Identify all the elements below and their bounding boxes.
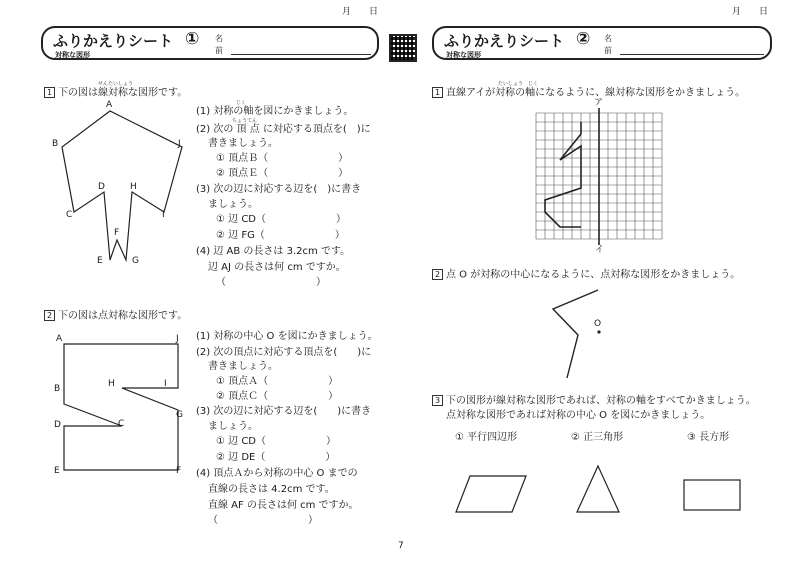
day-label: 日: [369, 7, 379, 17]
r-q3-heading: [432, 395, 756, 408]
q2-item-4: ① 頂点Ａ（ ）: [216, 376, 339, 387]
sheet-subtitle: 対称な図形: [55, 51, 90, 59]
sheet-number: ①: [185, 29, 200, 49]
sheet-number-r: ②: [576, 29, 591, 49]
q1-item-11: 辺 AJ の長さは何 cm ですか。: [208, 262, 346, 273]
q2-item-3: 書きましょう。: [208, 361, 278, 372]
vertex-g2: G: [176, 410, 183, 420]
q1-item-9: ② 辺 FG（ ）: [216, 230, 345, 241]
q2-item-12: 直線 AF の長さは何 cm ですか。: [208, 500, 359, 511]
vertex-i: I: [162, 210, 165, 220]
vertex-h: H: [130, 182, 137, 192]
vertex-f: F: [114, 228, 120, 238]
q1-item-10: (4) 辺 AB の長さは 3.2cm です。: [196, 246, 351, 257]
vertex-c: C: [66, 210, 73, 220]
rectangle: [684, 480, 740, 510]
sheet-title-r: ふりかえりシート: [444, 32, 565, 50]
vertex-b: B: [52, 139, 59, 149]
r-q2-text: 点 O が対称の中心になるように、点対称な図形をかきましょう。: [446, 269, 741, 281]
q1-answer[interactable]: （ ）: [216, 277, 326, 288]
name-label-1: 名: [215, 34, 223, 43]
ruby-choten: ちょうてん: [232, 118, 258, 124]
vertex-e2: E: [54, 466, 60, 476]
vertex-i2: I: [164, 379, 167, 389]
vertex-g: G: [132, 256, 139, 266]
vertex-f2: F: [176, 466, 182, 476]
q2-item-11: 直線の長さは 4.2cm です。: [208, 484, 335, 495]
q2-item-5: ② 頂点Ｃ（ ）: [216, 391, 339, 402]
vertex-c2: C: [118, 419, 125, 429]
sheet-title: ふりかえりシート: [53, 32, 174, 50]
q1-number: 1: [44, 87, 55, 98]
q2-text: 下の図は点対称な図形です。: [58, 310, 188, 322]
q2-item-2: (2) 次の頂点に対応する頂点を( )に: [196, 347, 372, 358]
day-label-r: 日: [759, 7, 769, 17]
center-point-o: [597, 330, 600, 333]
axis-label-a: ア: [594, 98, 604, 108]
vertex-j: J: [178, 139, 181, 149]
name-label-1-r: 名: [604, 34, 612, 43]
vertex-b2: B: [54, 384, 61, 394]
r-q2-number: 2: [432, 269, 443, 280]
q2-item-7: ましょう。: [208, 421, 258, 432]
q1-item-3: 書きましょう。: [208, 138, 278, 149]
axis-label-i: イ: [595, 245, 605, 255]
vertex-a: A: [106, 100, 113, 110]
q1-item-2: (2) 次の 頂 点 に対応する頂点を( )に: [196, 124, 371, 135]
q1-item-1: (1) 対称の軸を図にかきましょう。: [196, 106, 354, 117]
q2-number: 2: [44, 310, 55, 321]
vertex-h2: H: [108, 379, 115, 389]
page-number: 7: [398, 541, 404, 551]
r-q1-text: 直線アイが対称の軸になるように、線対称な図形をかきましょう。: [446, 87, 746, 99]
ruby-r-q1: たいしょう じく: [498, 81, 539, 87]
q2-item-6: (3) 次の辺に対応する辺を( )に書き: [196, 406, 372, 417]
r-q1-number: 1: [432, 87, 443, 98]
q2-answer[interactable]: （ ）: [208, 515, 318, 526]
q1-item-4: ① 頂点Ｂ（ ）: [216, 153, 349, 164]
month-label: 月: [342, 7, 352, 17]
q2-item-8: ① 辺 CD（ ）: [216, 436, 337, 447]
vertex-j2: J: [176, 334, 179, 344]
r-q2-heading: [432, 269, 740, 282]
shape-label-parallelogram: ① 平行四辺形: [455, 432, 518, 443]
vertex-d: D: [98, 182, 105, 192]
parallelogram: [456, 476, 526, 512]
shape-label-rectangle: ③ 長方形: [687, 432, 730, 443]
vertex-a2: A: [56, 334, 63, 344]
vertex-d2: D: [54, 420, 61, 430]
sheet-subtitle-r: 対称な図形: [446, 51, 481, 59]
q1-item-7: ましょう。: [208, 199, 258, 210]
q2-item-1: (1) 対称の中心 O を図にかきましょう。: [196, 331, 378, 342]
name-label-2: 前: [215, 46, 223, 55]
ruby-jiku: じく: [236, 100, 247, 106]
r-q3-number: 3: [432, 395, 443, 406]
q2-item-9: ② 辺 DE（ ）: [216, 452, 336, 463]
shape-label-triangle: ② 正三角形: [571, 432, 624, 443]
ruby-senntaishou: せんたいしょう: [98, 81, 134, 87]
q1-item-5: ② 頂点Ｅ（ ）: [216, 168, 349, 179]
name-label-2-r: 前: [604, 46, 612, 55]
q1-text: 下の図は線対称な図形です。: [58, 87, 188, 99]
r-q3-line2: 点対称な図形であれば対称の中心 O を図にかきましょう。: [446, 410, 711, 421]
month-label-r: 月: [732, 7, 742, 17]
vertex-e: E: [97, 256, 103, 266]
equilateral-triangle: [577, 466, 619, 512]
q1-item-6: (3) 次の辺に対応する辺を( )に書き: [196, 184, 362, 195]
point-o-label: O: [594, 319, 602, 329]
q2-item-10: (4) 頂点Ａから対称の中心 O までの: [196, 468, 358, 479]
r-q3-line1: 下の図形が線対称な図形であれば、対称の軸をすべてかきましょう。: [446, 395, 756, 407]
q1-item-8: ① 辺 CD（ ）: [216, 214, 347, 225]
point-half-figure: [553, 290, 598, 378]
